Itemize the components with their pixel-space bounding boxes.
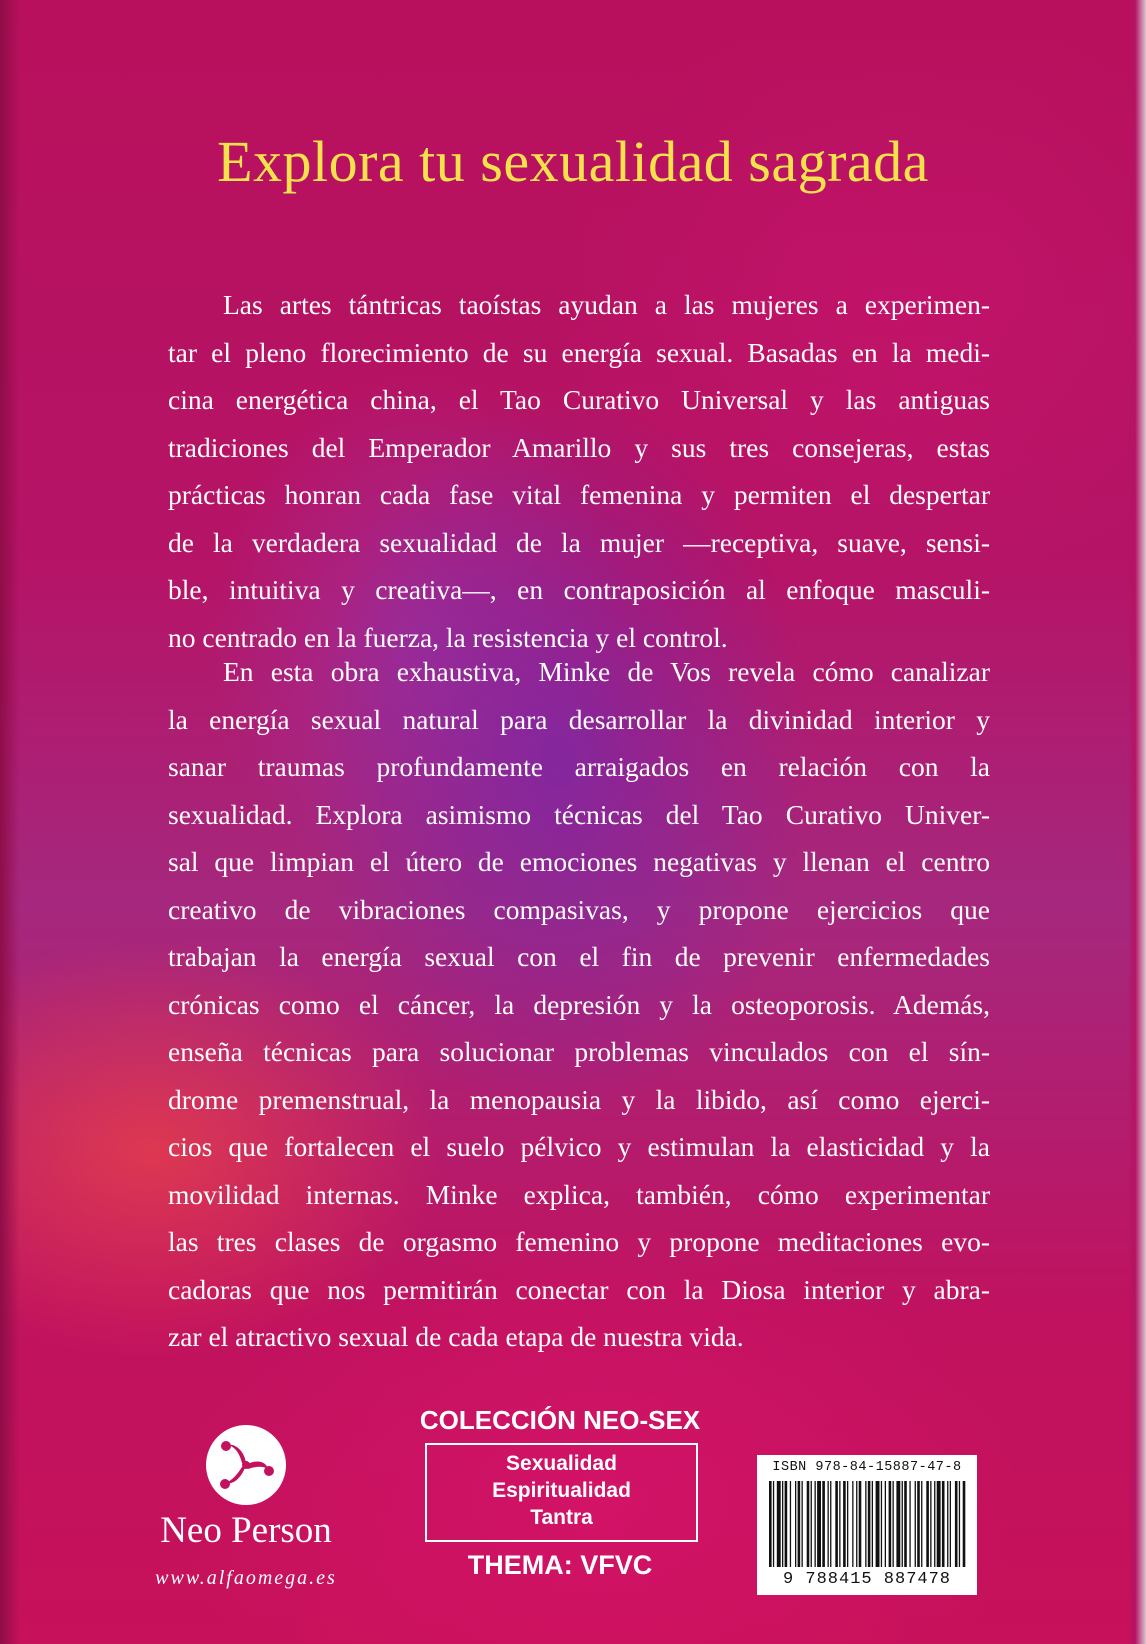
text-line: crónicas como el cáncer, la depresión y la osteoporosis. Además,	[168, 988, 990, 1020]
barcode-bar	[785, 1481, 788, 1567]
text-line: de la verdadera sexualidad de la mujer —receptiva, suave, sensi-	[168, 526, 990, 558]
barcode-bar	[847, 1481, 848, 1567]
text-line: sanar traumas profundamente arraigados en relación con la	[168, 751, 990, 782]
barcode-bar	[795, 1481, 796, 1567]
barcode-bar	[950, 1481, 951, 1567]
text-line: creativo de vibraciones compasivas, y propone ejercicios que	[168, 893, 990, 925]
barcode-bar	[893, 1481, 894, 1567]
collection-tag: Espiritualidad	[492, 1479, 631, 1502]
thema-code: THEMA: VFVC	[467, 1550, 653, 1580]
collection-heading: COLECCIÓN NEO-SEX	[419, 1405, 701, 1435]
barcode-bar	[872, 1481, 873, 1567]
barcode-bar	[773, 1481, 774, 1567]
barcode-bar	[959, 1481, 960, 1567]
barcode-bar	[942, 1481, 945, 1567]
text-line: no centrado en la fuerza, la resistencia y el control.	[168, 621, 728, 653]
barcode-digits: 9 788415 887478	[782, 1570, 952, 1589]
barcode-bar	[835, 1481, 838, 1567]
barcode-bar	[896, 1481, 900, 1567]
barcode-bar	[807, 1481, 810, 1567]
text-line: Las artes tántricas taoístas ayudan a las mujeres a experimen-	[223, 289, 990, 320]
publisher-website: www.alfaomega.es	[155, 1567, 337, 1589]
barcode-bar	[904, 1481, 907, 1567]
barcode-bar	[889, 1481, 892, 1567]
barcode-bar	[802, 1481, 803, 1567]
barcode-bar	[798, 1481, 801, 1567]
barcode-bar	[777, 1481, 781, 1567]
barcode-bar	[876, 1481, 880, 1567]
barcode-bar	[790, 1481, 791, 1567]
barcode-bar	[926, 1481, 929, 1567]
barcode-bar	[811, 1481, 812, 1567]
text-line: drome premenstrual, la menopausia y la libido, así como ejerci-	[168, 1083, 990, 1115]
barcode-bar	[830, 1481, 831, 1567]
isbn-label: ISBN 978-84-15887-47-8	[772, 1460, 962, 1475]
cover-title: Explora tu sexualidad sagrada	[217, 129, 929, 194]
text-line: sal que limpian el útero de emociones negativas y llenan el centro	[168, 846, 990, 877]
text-line: ble, intuitiva y creativa—, en contraposición al enfoque masculi-	[168, 574, 990, 605]
publisher-logo	[130, 1425, 400, 1625]
description-paragraph-2	[168, 648, 990, 1361]
collection-tag: Sexualidad	[506, 1452, 617, 1475]
text-line: tar el pleno florecimiento de su energía sexual. Basadas en la medi-	[168, 336, 990, 368]
triskelion-icon	[206, 1425, 286, 1505]
isbn-barcode	[757, 1455, 977, 1595]
barcode-bar	[963, 1481, 966, 1567]
barcode-bar	[902, 1481, 903, 1567]
barcode-bar	[885, 1481, 886, 1567]
publisher-name: Neo Person	[160, 1510, 332, 1551]
collection-tag: Tantra	[530, 1506, 593, 1529]
text-line: las tres clases de orgasmo femenino y propone meditaciones evo-	[168, 1226, 990, 1257]
barcode-bar	[881, 1481, 882, 1567]
barcode-bar	[843, 1481, 846, 1567]
text-line: tradiciones del Emperador Amarillo y sus tres consejeras, estas	[168, 431, 990, 463]
text-line: En esta obra exhaustiva, Minke de Vos revela cómo canalizar	[223, 656, 990, 687]
barcode-bar	[937, 1481, 941, 1567]
barcode-bar	[859, 1481, 862, 1567]
text-line: enseña técnicas para solucionar problemas vinculados con el sín-	[168, 1036, 990, 1067]
barcode-bar	[915, 1481, 916, 1567]
barcode-bar	[865, 1481, 866, 1567]
text-line: la energía sexual natural para desarrollar la divinidad interior y	[168, 703, 990, 735]
text-line: cadoras que nos permitirán conectar con la Diosa interior y abra-	[168, 1273, 990, 1305]
barcode-bar	[930, 1481, 931, 1567]
barcode-bar	[921, 1481, 922, 1567]
barcode-bar	[947, 1481, 948, 1567]
barcode-bar	[934, 1481, 935, 1567]
barcode-bar	[817, 1481, 821, 1567]
text-line: cios que fortalecen el suelo pélvico y estimulan la elasticidad y la	[168, 1131, 990, 1162]
barcode-bar	[909, 1481, 910, 1567]
barcode-bar	[782, 1481, 783, 1567]
barcode-bar	[917, 1481, 920, 1567]
text-line: sexualidad. Explora asimismo técnicas del Tao Curativo Univer-	[168, 798, 990, 830]
barcode-bar	[815, 1481, 816, 1567]
barcode-bar	[868, 1481, 871, 1567]
barcode-bar	[955, 1481, 958, 1567]
text-line: zar el atractivo sexual de cada etapa de nuestra vida.	[168, 1321, 744, 1352]
barcode-bar	[852, 1481, 853, 1567]
barcode-bar	[828, 1481, 829, 1567]
text-line: cina energética china, el Tao Curativo Universal y las antiguas	[168, 384, 990, 415]
text-line: movilidad internas. Minke explica, también, cómo experimentar	[168, 1178, 990, 1210]
collection-tags-box	[425, 1443, 698, 1542]
barcode-bar	[822, 1481, 825, 1567]
text-line: prácticas honran cada fase vital femenina y permiten el despertar	[168, 479, 990, 510]
text-line: trabajan la energía sexual con el fin de prevenir enfermedades	[168, 941, 990, 972]
barcode-bar	[769, 1481, 772, 1567]
barcode-bar	[839, 1481, 840, 1567]
barcode-bars	[767, 1481, 967, 1569]
description-paragraph-1	[168, 281, 990, 661]
barcode-bar	[856, 1481, 857, 1567]
